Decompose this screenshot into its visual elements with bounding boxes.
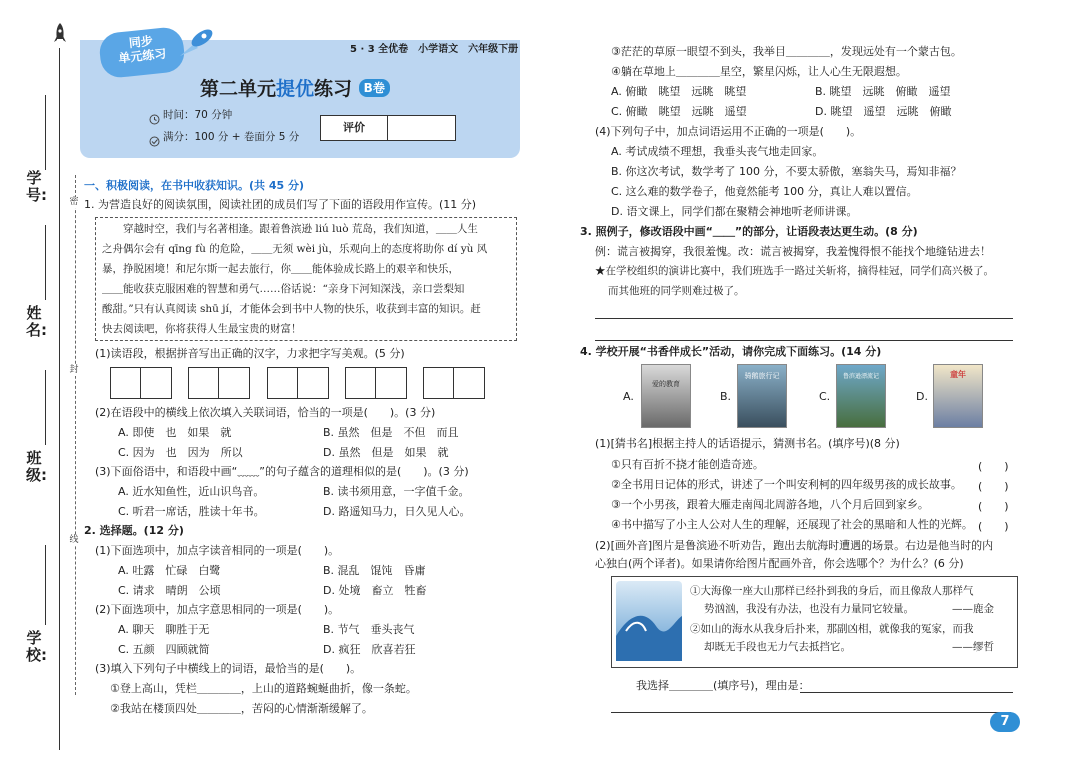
option[interactable]: B. 你这次考试，数学考了 100 分，不要太骄傲，塞翁失马，焉知非福？ — [611, 165, 962, 178]
question-1-2: (2)在语段中的横线上依次填入关联词语，恰当的一项是( )。(3 分) — [95, 406, 436, 419]
book-label-b: B. — [720, 390, 732, 403]
section-1-heading: 一、积极阅读，在书中收获知识。(共 45 分) — [84, 179, 305, 192]
option[interactable]: A. 近水知鱼性，近山识鸟音。 — [118, 485, 265, 498]
clue-item: ②全书用日记体的形式，讲述了一个叫安利柯的四年级男孩的成长故事。 — [611, 478, 962, 491]
passage-line: 穿越时空，我们与名著相逢。跟着鲁滨逊 liú luò 荒岛，我们知道，＿＿人生 — [102, 223, 478, 235]
option[interactable]: D. 眺望 遥望 远眺 俯瞰 — [815, 105, 952, 118]
book-label-a: A. — [623, 390, 634, 403]
passage-line: 之舟偶尔会有 qīng fù 的危险，＿＿无须 wèi jù，乐观向上的态度将助你 dí yù 风 — [102, 243, 488, 255]
page-number: 7 — [990, 712, 1020, 732]
question-3-passage-2: 而其他班的同学则难过极了。 — [608, 285, 745, 297]
rocket-icon — [52, 22, 68, 50]
wave-illustration — [616, 581, 682, 661]
passage-line: 快去阅读吧，你将获得人生最宝贵的财富！ — [102, 323, 302, 335]
answer-prompt: 我选择＿＿＿＿(填序号)，理由是： — [636, 679, 810, 692]
question-3: 3. 照例子，修改语段中画“＿＿”的部分，让语段表达更生动。(8 分) — [580, 225, 918, 238]
time-limit: 时间：70 分钟 — [163, 109, 233, 121]
answer-paren[interactable]: ( ) — [978, 460, 1009, 473]
book-title: 童年 — [950, 370, 966, 379]
book-cover-b — [737, 364, 787, 428]
option[interactable]: D. 语文课上，同学们都在聚精会神地听老师讲课。 — [611, 205, 858, 218]
badge-line-2: 单元练习 — [117, 46, 167, 66]
question-4-2-line-1: (2)[画外音]图片是鲁滨逊不听劝告，跑出去航海时遭遇的场景。右边是他当时的内 — [595, 539, 994, 552]
question-3-passage-1: ★在学校组织的演讲比赛中，我们班选手一路过关斩将，摘得桂冠，同学们高兴极了。 — [595, 265, 994, 277]
page-title — [200, 74, 390, 101]
full-score: 满分：100 分 + 卷面分 5 分 — [163, 131, 300, 143]
sentence-2: ②我站在楼顶四处＿＿＿＿，苦闷的心情渐渐缓解了。 — [110, 702, 373, 715]
answer-line[interactable] — [595, 318, 1013, 319]
clue-item: ④书中描写了小主人公对人生的理解，还展现了社会的黑暗和人性的光辉。 — [611, 518, 973, 531]
book-title: 骑鹅旅行记 — [744, 372, 780, 380]
quote-1-line-2: 势汹汹，我没有办法，也没有力量同它较量。 — [704, 603, 914, 615]
title-part-1: 第二单元 — [200, 78, 277, 100]
option[interactable]: C. 请求 晴朗 公顷 — [118, 584, 221, 597]
char-box-1[interactable] — [110, 367, 172, 399]
option[interactable]: A. 俯瞰 眺望 远眺 眺望 — [611, 85, 747, 98]
quote-1-author: ——鹿金 — [952, 603, 994, 615]
book-cover-a — [641, 364, 691, 428]
option[interactable]: B. 节气 垂头丧气 — [323, 623, 415, 636]
char-box-4[interactable] — [345, 367, 407, 399]
name-label: 姓名: — [26, 304, 47, 339]
question-1: 1. 为营造良好的阅读氛围，阅读社团的成员们写了下面的语段用作宣传。(11 分) — [84, 198, 477, 211]
class-label: 班级: — [26, 449, 47, 484]
rocket-badge-icon — [176, 26, 216, 64]
title-part-2: 提优 — [276, 78, 315, 100]
option[interactable]: B. 眺望 远眺 俯瞰 遥望 — [815, 85, 951, 98]
option[interactable]: C. 五颜 四顾就简 — [118, 643, 210, 656]
option[interactable]: B. 虽然 但是 不但 而且 — [323, 426, 459, 439]
monologue-box — [611, 576, 1018, 668]
sentence-4: ④躺在草地上＿＿＿＿星空，繁星闪烁，让人心生无限遐想。 — [611, 65, 907, 78]
evaluation-box — [320, 115, 456, 141]
school-label: 学校: — [26, 629, 47, 664]
question-4-2-line-2: 心独白(两个译者)。如果请你给图片配画外音，你会选哪个？为什么？(6 分) — [595, 557, 964, 570]
option[interactable]: A. 考试成绩不理想，我垂头丧气地走回家。 — [611, 145, 824, 158]
option[interactable]: A. 即使 也 如果 就 — [118, 426, 232, 439]
question-2-3: (3)填入下列句子中横线上的词语，最恰当的是( )。 — [95, 662, 362, 675]
passage-line: ＿＿能收获克服困难的智慧和勇气……俗话说：“亲身下河知深浅，亲口尝梨知 — [102, 283, 465, 295]
option[interactable]: C. 俯瞰 眺望 远眺 遥望 — [611, 105, 747, 118]
quote-2-line-1: ②如山的海水从我身后扑来，那副凶相，就像我的冤家，而我 — [690, 623, 974, 635]
option[interactable]: C. 听君一席话，胜读十年书。 — [118, 505, 265, 518]
question-1-1: (1)读语段，根据拼音写出正确的汉字，力求把字写美观。(5 分) — [95, 347, 405, 360]
answer-line[interactable] — [611, 712, 1011, 713]
check-icon — [149, 132, 160, 151]
option[interactable]: C. 这么难的数学卷子，他竟然能考 100 分，真让人难以置信。 — [611, 185, 918, 198]
student-number-label: 学号: — [26, 169, 47, 204]
seal-mark-mi: 密 — [69, 197, 79, 207]
clock-icon — [149, 110, 160, 129]
clue-item: ③一个小男孩，跟着大雁走南闯北周游各地，八个月后回到家乡。 — [611, 498, 929, 511]
answer-line[interactable] — [595, 340, 1013, 341]
badge-line-1: 同步 — [128, 33, 154, 51]
answer-paren[interactable]: ( ) — [978, 500, 1009, 513]
series-info: 5 · 3 全优卷 小学语文 六年级下册 — [350, 44, 519, 55]
option[interactable]: A. 吐露 忙碌 白鹭 — [118, 564, 221, 577]
evaluation-label: 评价 — [321, 116, 388, 140]
passage-line: 暴，挣脱困境！和尼尔斯一起去旅行，你＿＿能体验成长路上的艰辛和快乐， — [102, 263, 459, 275]
answer-paren[interactable]: ( ) — [978, 520, 1009, 533]
answer-line[interactable] — [800, 692, 1013, 693]
quote-1-line-1: ①大海像一座大山那样已经扑到我的身后，而且像敌人那样气 — [690, 585, 974, 597]
answer-paren[interactable]: ( ) — [978, 480, 1009, 493]
clue-item: ①只有百折不挠才能创造奇迹。 — [611, 458, 764, 471]
question-1-3: (3)下面俗语中，和语段中画“﹏﹏”的句子蕴含的道理相似的是( )。(3 分) — [95, 465, 469, 478]
book-title: 爱的教育 — [652, 380, 680, 388]
book-title: 鲁滨逊漂流记 — [842, 373, 879, 380]
question-3-example: 例：谎言被揭穿，我很羞愧。改：谎言被揭穿，我羞愧得恨不能找个地缝钻进去！ — [595, 245, 991, 258]
question-2-4: (4)下列句子中，加点词语运用不正确的一项是( )。 — [595, 125, 862, 138]
sentence-3: ③茫茫的草原一眼望不到头，我举目＿＿＿＿，发现远处有一个蒙古包。 — [611, 45, 962, 58]
char-box-5[interactable] — [423, 367, 485, 399]
option[interactable]: C. 因为 也 因为 所以 — [118, 446, 243, 459]
option[interactable]: D. 处境 畜立 牲畜 — [323, 584, 427, 597]
option[interactable]: D. 虽然 但是 如果 就 — [323, 446, 449, 459]
seal-mark-feng: 封 — [69, 365, 79, 375]
question-4-1: (1)[猜书名]根据主持人的话语提示，猜测书名。(填序号)(8 分) — [595, 437, 900, 450]
char-box-2[interactable] — [188, 367, 250, 399]
title-part-3: 练习 — [314, 78, 353, 100]
question-2-2: (2)下面选项中，加点字意思相同的一项是( )。 — [95, 603, 340, 616]
title-badge: B卷 — [359, 79, 390, 97]
sentence-1: ①登上高山，凭栏＿＿＿＿，上山的道路蜿蜒曲折，像一条蛇。 — [110, 682, 417, 695]
question-4: 4. 学校开展“书香伴成长”活动，请你完成下面练习。(14 分) — [580, 345, 882, 358]
book-cover-c — [836, 364, 886, 428]
quote-2-line-2: 却既无手段也无力气去抵挡它。 — [704, 641, 851, 653]
option[interactable]: B. 读书须用意，一字值千金。 — [323, 485, 470, 498]
passage-line: 酸甜。”只有认真阅读 shū jí，才能体会到书中人物的快乐，收获到丰富的知识。赶 — [102, 303, 481, 315]
option[interactable]: B. 混乱 馄饨 昏庸 — [323, 564, 426, 577]
book-cover-d — [933, 364, 983, 428]
quote-2-author: ——缪哲 — [952, 641, 994, 653]
book-label-d: D. — [916, 390, 928, 403]
question-2: 2. 选择题。(12 分) — [84, 524, 184, 537]
option[interactable]: D. 路遥知马力，日久见人心。 — [323, 505, 471, 518]
option[interactable]: A. 聊天 聊胜于无 — [118, 623, 210, 636]
reading-passage — [95, 217, 517, 341]
option[interactable]: D. 疯狂 欣喜若狂 — [323, 643, 416, 656]
book-label-c: C. — [819, 390, 831, 403]
seal-mark-xian: 线 — [69, 535, 79, 545]
question-2-1: (1)下面选项中，加点字读音相同的一项是( )。 — [95, 544, 340, 557]
char-box-3[interactable] — [267, 367, 329, 399]
